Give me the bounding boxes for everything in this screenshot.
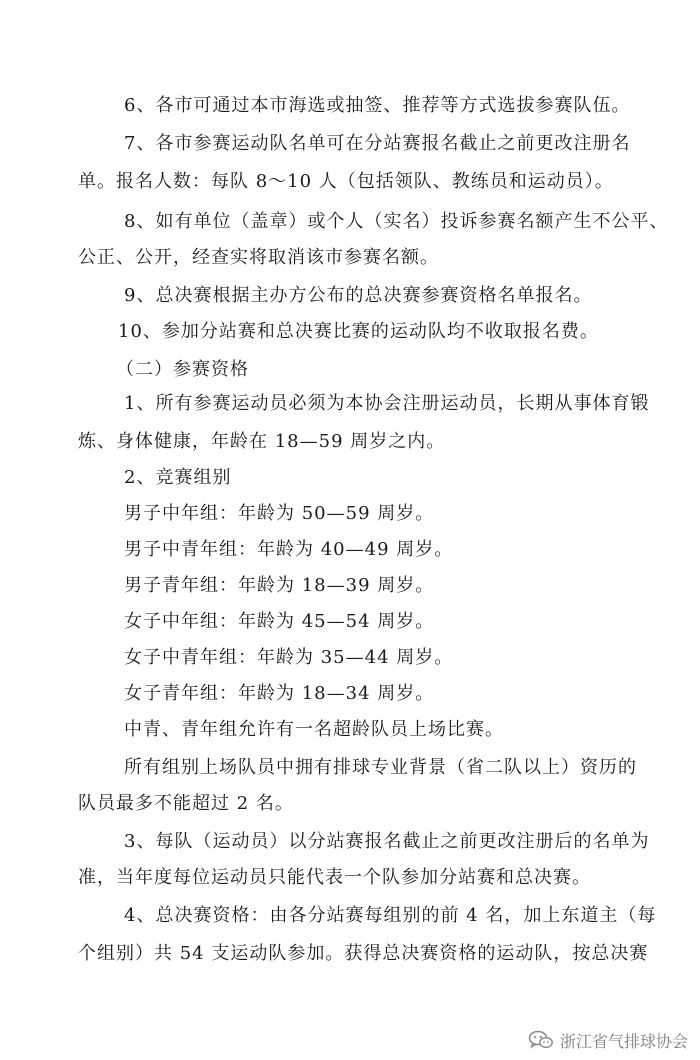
paragraph-line: 女子青年组：年龄为 18—34 周岁。 [124, 683, 435, 704]
paragraph-line: 男子青年组：年龄为 18—39 周岁。 [124, 575, 435, 596]
paragraph-line: 女子中青年组：年龄为 35—44 周岁。 [124, 647, 454, 668]
paragraph-line: 10、参加分站赛和总决赛比赛的运动队均不收取报名费。 [118, 321, 599, 342]
paragraph-line: 2、竞赛组别 [124, 467, 232, 488]
paragraph-line: 9、总决赛根据主办方公布的总决赛参赛资格名单报名。 [124, 285, 593, 306]
section-heading: （二）参赛资格 [116, 359, 249, 380]
paragraph-line: 炼、身体健康，年龄在 18—59 周岁之内。 [78, 431, 446, 452]
paragraph-line: 1、所有参赛运动员必须为本协会注册运动员，长期从事体育锻 [124, 393, 650, 414]
paragraph-line: 男子中年组：年龄为 50—59 周岁。 [124, 503, 435, 524]
paragraph-line: 个组别）共 54 支运动队参加。获得总决赛资格的运动队，按总决赛 [78, 943, 649, 964]
watermark-label: 浙江省气排球协会 [559, 1031, 688, 1051]
paragraph-line: 女子中年组：年龄为 45—54 周岁。 [124, 611, 435, 632]
paragraph-line: 男子中青年组：年龄为 40—49 周岁。 [124, 539, 454, 560]
paragraph-line: 单。报名人数：每队 8～10 人（包括领队、教练员和运动员）。 [78, 171, 614, 192]
paragraph-line: 3、每队（运动员）以分站赛报名截止之前更改注册后的名单为 [124, 831, 650, 852]
paragraph-line: 7、各市参赛运动队名单可在分站赛报名截止之前更改注册名 [124, 133, 631, 154]
paragraph-line: 4、总决赛资格：由各分站赛每组别的前 4 名，加上东道主（每 [124, 905, 657, 926]
paragraph-line: 中青、青年组允许有一名超龄队员上场比赛。 [124, 719, 504, 740]
paragraph-line: 准，当年度每位运动员只能代表一个队参加分站赛和总决赛。 [78, 867, 591, 888]
paragraph-line: 所有组别上场队员中拥有排球专业背景（省二队以上）资历的 [124, 757, 637, 778]
wechat-icon [528, 1030, 554, 1050]
paragraph-line: 队员最多不能超过 2 名。 [78, 793, 294, 814]
paragraph-line: 8、如有单位（盖章）或个人（实名）投诉参赛名额产生不公平、 [124, 211, 669, 232]
watermark [528, 1026, 688, 1054]
paragraph-line: 公正、公开，经查实将取消该市参赛名额。 [78, 247, 439, 268]
paragraph-line: 6、各市可通过本市海选或抽签、推荐等方式选拔参赛队伍。 [124, 95, 631, 116]
